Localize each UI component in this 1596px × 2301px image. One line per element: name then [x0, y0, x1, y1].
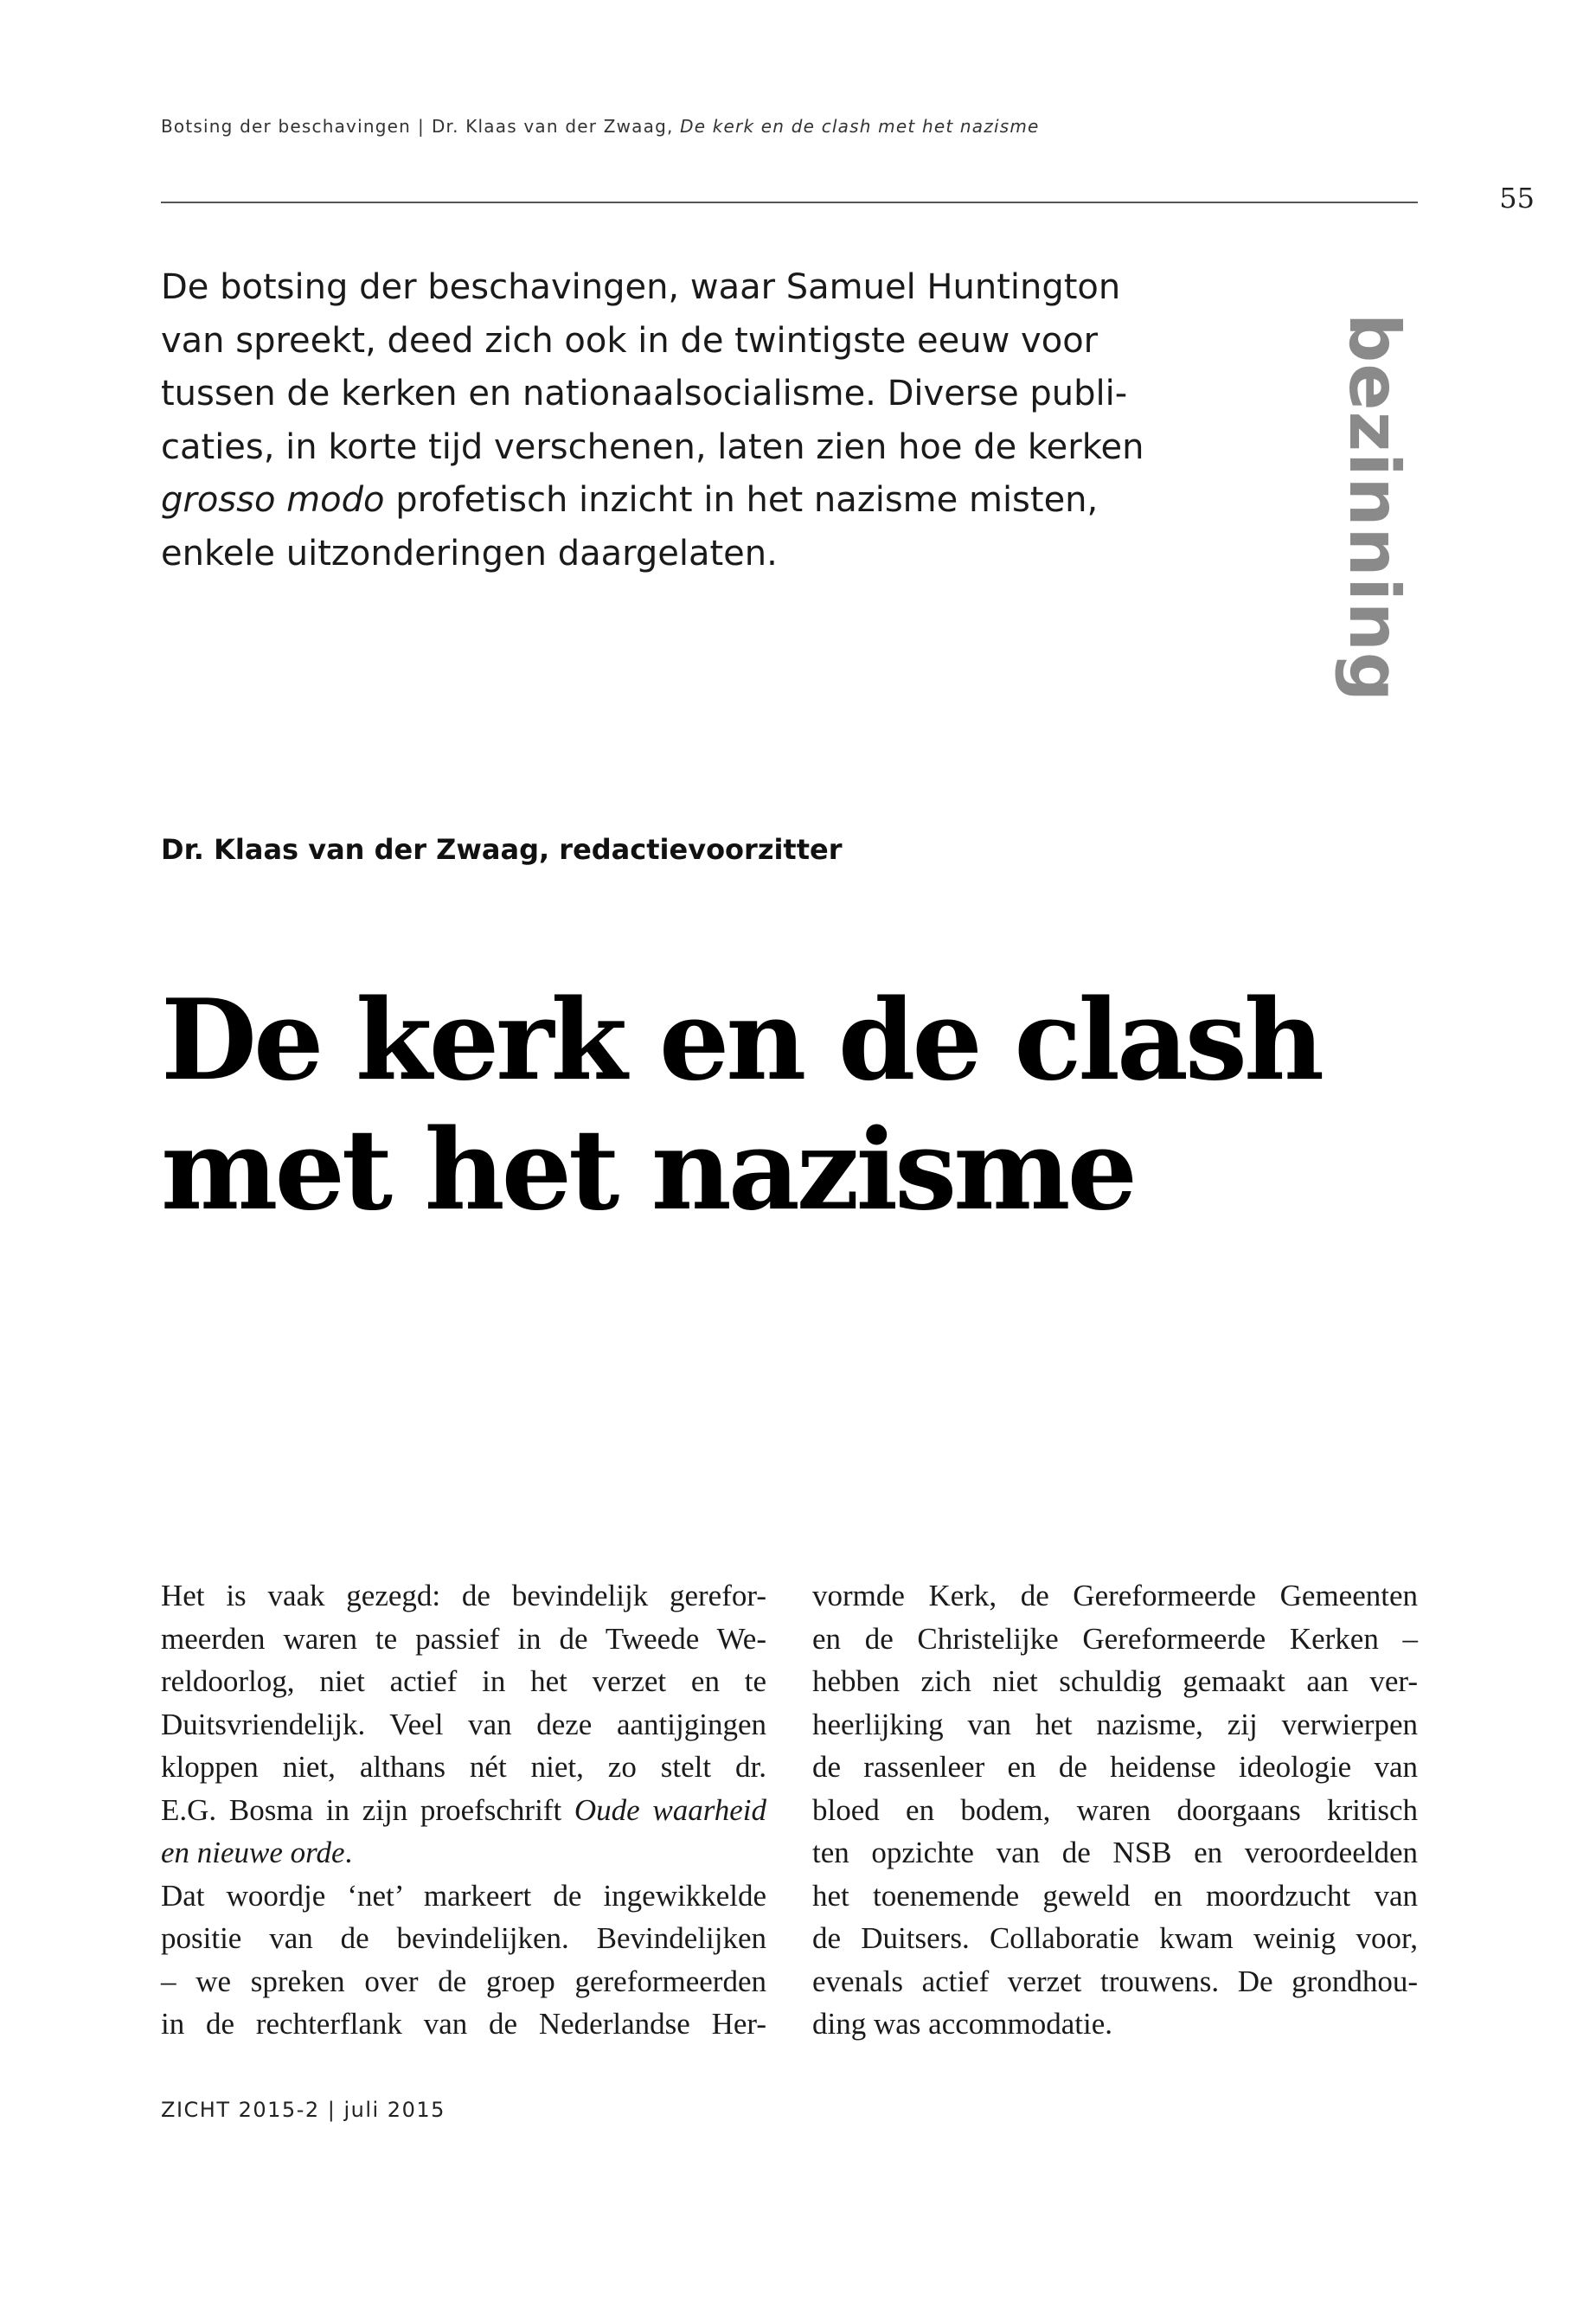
body-line: de rassenleer en de heidense ideologie van	[812, 1750, 1418, 1784]
body-line-end: .	[344, 1836, 353, 1869]
running-header-section: Botsing der beschavingen	[161, 116, 411, 137]
page-footer: ZICHT 2015-2 | juli 2015	[161, 2098, 445, 2122]
body-line: en de Christelijke Gereformeerde Kerken –	[812, 1621, 1418, 1656]
header-divider	[161, 202, 1418, 203]
body-line: Het is vaak gezegd: de bevindelijk gerefor-	[161, 1579, 766, 1612]
running-header	[161, 116, 1040, 137]
body-line	[161, 1789, 766, 1832]
body-line: – we spreken over de groep gereformeerden	[161, 1964, 766, 1998]
body-line: kloppen niet, althans nét niet, zo stelt dr.	[161, 1750, 766, 1784]
intro-italic-phrase: grosso modo	[161, 480, 385, 520]
body-line: bloed en bodem, waren doorgaans kritisch	[812, 1792, 1418, 1827]
intro-line: tussen de kerken en nationaalsocialisme. Diverse publi-	[161, 374, 1128, 413]
body-column-left	[161, 1574, 766, 2046]
body-line-start: E.G. Bosma in zijn proefschrift	[161, 1792, 574, 1827]
body-line: meerden waren te passief in de Tweede We-	[161, 1621, 766, 1656]
body-line: heerlijking van het nazisme, zij verwierpen	[812, 1707, 1418, 1741]
body-column-right	[812, 1574, 1418, 2046]
book-title-italic: en nieuwe orde	[161, 1836, 345, 1869]
body-line: het toenemende geweld en moordzucht van	[812, 1878, 1418, 1913]
running-header-article-title: De kerk en de clash met het nazisme	[680, 116, 1040, 137]
title-line: De kerk en de clash	[161, 976, 1321, 1106]
section-label: bezinning	[1334, 313, 1414, 703]
body-line: reldoorlog, niet actief in het verzet en te	[161, 1664, 766, 1698]
intro-paragraph	[161, 261, 1144, 580]
running-header-author: Dr. Klaas van der Zwaag,	[431, 116, 674, 137]
title-line: met het nazisme	[161, 1106, 1134, 1235]
intro-line	[161, 474, 1121, 528]
body-line: positie van de bevindelijken. Bevindelijken	[161, 1921, 766, 1955]
body-line: ding was accommodatie.	[812, 2007, 1112, 2041]
intro-line: enkele uitzonderingen daargelaten.	[161, 533, 778, 574]
intro-line: De botsing der beschavingen, waar Samuel Huntington	[161, 267, 1121, 307]
book-title-italic: Oude waarheid	[574, 1792, 766, 1827]
body-line: evenals actief verzet trouwens. De grondhou-	[812, 1964, 1418, 1998]
body-line: hebben zich niet schuldig gemaakt aan ver-	[812, 1664, 1418, 1698]
body-line: ten opzichte van de NSB en veroordeelden	[812, 1836, 1418, 1869]
article-title	[161, 976, 1458, 1235]
author-byline: Dr. Klaas van der Zwaag, redactievoorzitter	[161, 833, 843, 866]
body-line	[161, 1831, 766, 1875]
body-line: de Duitsers. Collaboratie kwam weinig voor,	[812, 1921, 1418, 1955]
running-header-separator: |	[417, 116, 425, 137]
body-line: Duitsvriendelijk. Veel van deze aantijgingen	[161, 1707, 766, 1741]
intro-line-rest: profetisch inzicht in het nazisme misten,	[384, 480, 1099, 520]
intro-line: caties, in korte tijd verschenen, laten zien hoe de kerken	[161, 426, 1144, 467]
intro-line: van spreekt, deed zich ook in de twintigste eeuw voor	[161, 320, 1099, 361]
body-line: Dat woordje ‘net’ markeert de ingewikkelde	[161, 1878, 766, 1913]
body-line: vormde Kerk, de Gereformeerde Gemeenten	[812, 1579, 1418, 1612]
body-line: in de rechterflank van de Nederlandse Her-	[161, 2007, 766, 2041]
page-number: 55	[1499, 182, 1535, 215]
